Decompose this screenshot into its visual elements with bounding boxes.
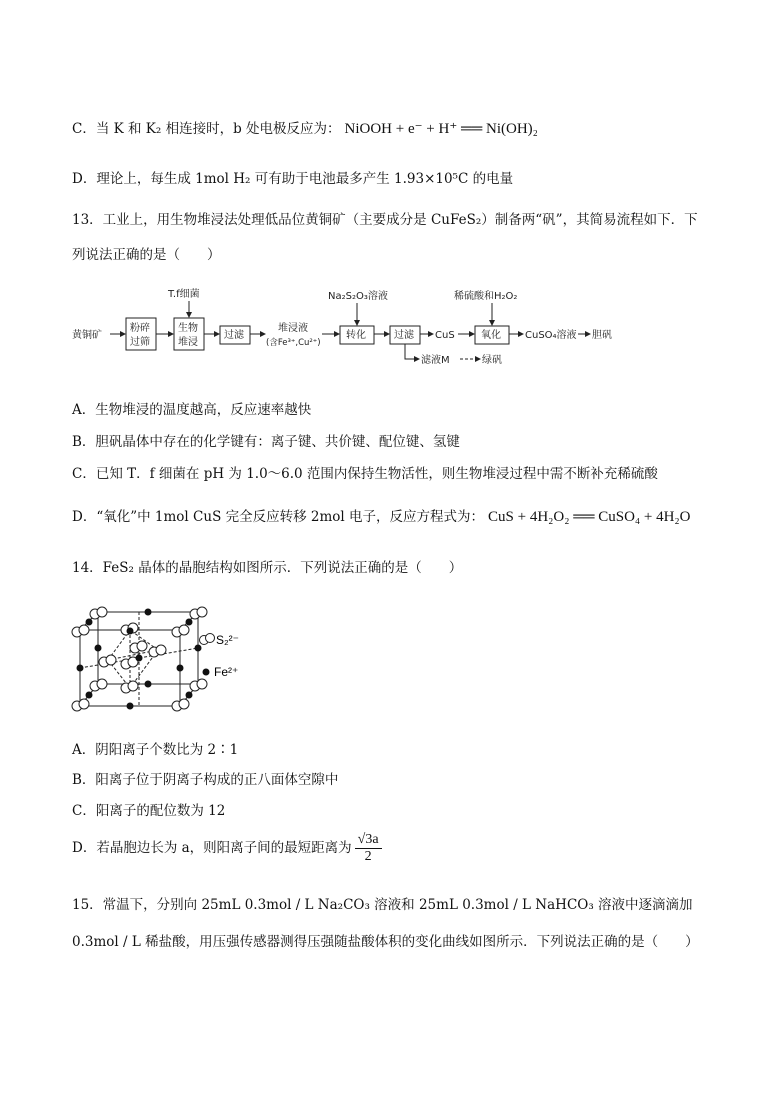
flow-leach-label2: (含Fe³⁺,Cu²⁺) [266, 338, 321, 348]
q14-option-c: C．阳离子的配位数为 12 [72, 803, 226, 819]
flow-cuso4-label: CuSO₄溶液 [525, 330, 577, 341]
flow-step4-label: 转化 [346, 330, 366, 341]
flow-bacteria-label: T.f细菌 [168, 289, 200, 300]
q13-option-d-text: D．“氧化”中 1mol CuS 完全反应转移 2mol 电子，反应方程式为： [72, 509, 485, 525]
q13-option-d [72, 505, 690, 526]
fraction-numerator: √3a [355, 832, 382, 849]
legend-anion-label: S₂²⁻ [216, 633, 239, 647]
flow-raw-label: 黄铜矿 [72, 330, 102, 341]
flow-step1-label2: 过筛 [130, 337, 150, 348]
flow-product2-label: 绿矾 [482, 355, 502, 366]
q13-flowchart [70, 285, 720, 375]
q15-stem-line1: 15．常温下，分别向 25mL 0.3mol / L Na₂CO₃ 溶液和 25mL 0.3mol / L NaHCO₃ 溶液中逐滴滴加 [72, 897, 693, 913]
q13-option-b: B．胆矾晶体中存在的化学键有：离子键、共价键、配位键、氢键 [72, 434, 460, 450]
flow-cus-label: CuS [435, 330, 455, 341]
q14-option-a: A．阴阳离子个数比为 2∶1 [72, 742, 239, 758]
q15-stem-line2: 0.3mol / L 稀盐酸，用压强传感器测得压强随盐酸体积的变化曲线如图所示．下列说法正确的是（ ） [72, 934, 699, 950]
fraction-denominator: 2 [364, 849, 372, 864]
flow-leach-label1: 堆浸液 [278, 323, 308, 334]
q12-option-c-text: C．当 K 和 K₂ 相连接时，b 处电极反应为： [72, 121, 341, 137]
flow-step2-label2: 堆浸 [178, 337, 198, 348]
q14-option-d-fraction [355, 832, 382, 865]
q12-option-d: D．理论上，每生成 1mol H₂ 可有助于电池最多产生 1.93×10⁵C 的电量 [72, 171, 514, 187]
q13-option-a: A．生物堆浸的温度越高，反应速率越快 [72, 402, 312, 418]
legend-cation-label: Fe²⁺ [214, 665, 239, 679]
flow-step1-label1: 粉碎 [130, 323, 150, 334]
flow-reagent2-label: 稀硫酸和H₂O₂ [454, 291, 518, 302]
q13-stem-line1: 13．工业上，用生物堆浸法处理低品位黄铜矿（主要成分是 CuFeS₂）制备两“矾”，其简易流程如下．下 [72, 212, 698, 228]
q13-option-c: C．已知 T．f 细菌在 pH 为 1.0～6.0 范围内保持生物活性，则生物堆浸过程中需不断补充稀硫酸 [72, 466, 658, 482]
q14-crystal-diagram [68, 600, 268, 720]
q14-option-b: B．阳离子位于阴离子构成的正八面体空隙中 [72, 772, 339, 788]
flow-step6-label: 氧化 [481, 330, 501, 341]
flow-step2-label1: 生物 [178, 323, 198, 334]
q14-stem: 14．FeS₂ 晶体的晶胞结构如图所示．下列说法正确的是（ ） [72, 560, 463, 576]
q12-option-c-formula: NiOOH + e⁻ + H⁺ ══ Ni(OH)₂ [344, 121, 538, 137]
q13-option-d-formula: CuS + 4H₂O₂ ══ CuSO₄ + 4H₂O [488, 509, 691, 525]
flow-step3-label: 过滤 [224, 330, 244, 341]
q14-option-d [72, 832, 382, 865]
q14-option-d-text: D．若晶胞边长为 a，则阳离子间的最短距离为 [72, 840, 352, 856]
flow-filtrate-label: 滤液M [421, 355, 450, 366]
q13-stem-line2: 列说法正确的是（ ） [72, 247, 221, 263]
flow-product1-label: 胆矾 [592, 330, 612, 341]
q12-option-c [72, 117, 538, 138]
flow-reagent1-label: Na₂S₂O₃溶液 [328, 291, 388, 302]
flow-step5-label: 过滤 [394, 330, 414, 341]
